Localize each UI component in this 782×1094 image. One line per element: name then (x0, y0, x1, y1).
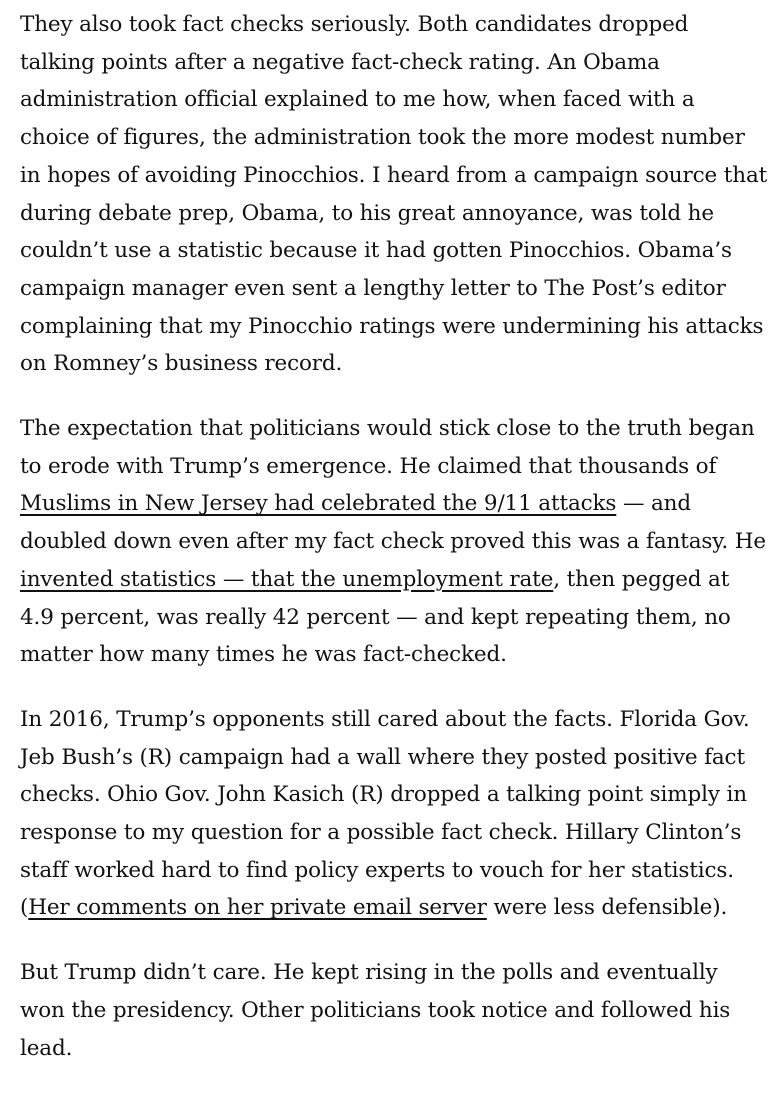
paragraph-4 (20, 954, 768, 1067)
link-muslims-celebrated-911[interactable]: Muslims in New Jersey had celebrated the 9/11 attacks (20, 491, 617, 517)
text-segment: In 2016, Trump’s opponents still cared about the facts. Florida Gov. Jeb Bush’s (R) campaign had a wall where they posted positive fact checks. Ohio Gov. John Kasich (R) dropped a talking point simply in response to my question for a possible fact check. Hillary Clinton’s staff worked hard to find policy experts to vouch for her statistics. ( (20, 706, 750, 921)
link-private-email-server[interactable]: Her comments on her private email server (28, 895, 487, 921)
text-segment: , then pegged at 4.9 percent, was really 42 percent — and kept repeating them, no matter how many times he was fact-checked. (20, 566, 731, 668)
paragraph-3 (20, 701, 768, 927)
text-segment: The expectation that politicians would stick close to the truth began to erode with Trump’s emergence. He claimed that thousands of (20, 416, 755, 479)
paragraph-2 (20, 410, 768, 674)
text-segment: But Trump didn’t care. He kept rising in the polls and eventually won the presidency. Other politicians took notice and followed his lead. (20, 960, 731, 1061)
link-invented-statistics[interactable]: invented statistics — that the unemployment rate (20, 566, 554, 592)
text-segment: — and doubled down even after my fact check proved this was a fantasy. He (20, 491, 766, 555)
text-segment: were less defensible). (486, 895, 728, 921)
article-body (20, 6, 768, 1094)
text-segment: They also took fact checks seriously. Both candidates dropped talking points after a negative fact-check rating. An Obama administration official explained to me how, when faced with a choice of figures, the administration took the more modest number in hopes of avoiding Pinocchios. I heard from a campaign source that during debate prep, Obama, to his great annoyance, was told he couldn’t use a statistic because it had gotten Pinocchios. Obama’s campaign manager even sent a lengthy letter to The Post’s editor complaining that my Pinocchio ratings were undermining his attacks on Romney’s business record. (20, 12, 768, 377)
paragraph-1 (20, 6, 768, 383)
